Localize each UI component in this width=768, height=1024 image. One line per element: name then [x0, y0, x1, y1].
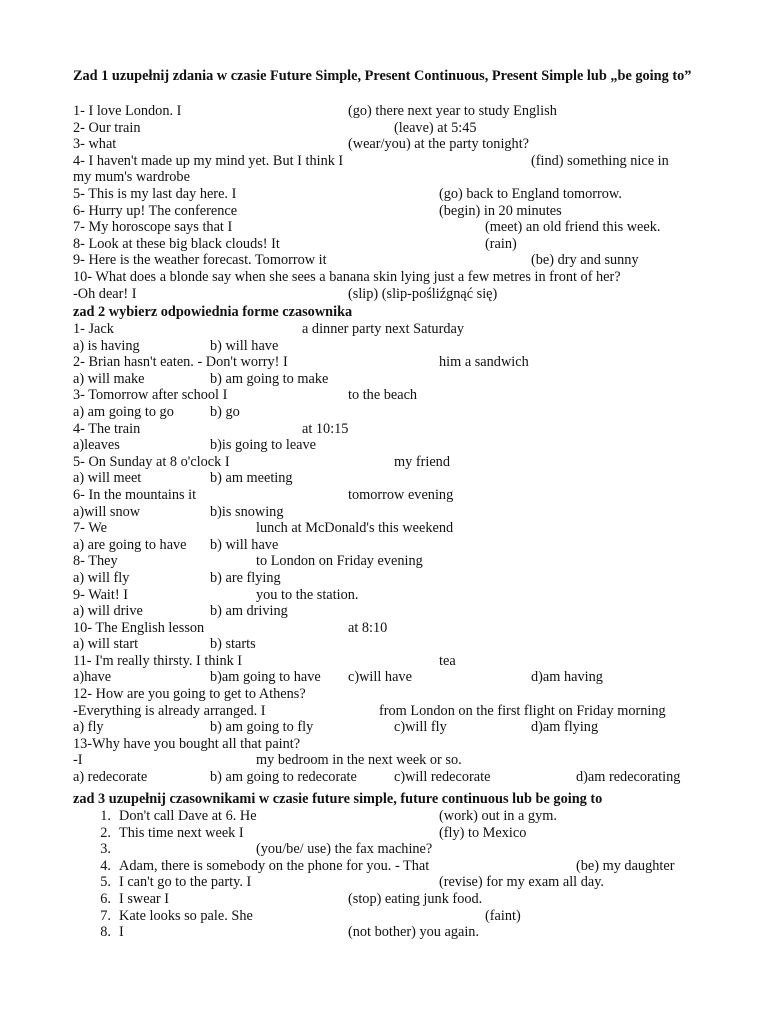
zad3-item-4: 4. Adam, there is somebody on the phone for you. - That (be) my daughter [100, 857, 675, 874]
zad3-item-8: 8. I (not bother) you again. [100, 924, 480, 941]
zad2-q1: 1- Jack a dinner party next Saturday [73, 321, 464, 337]
zad1-list [73, 103, 703, 302]
zad3-item-3: 3. (you/be/ use) the fax machine? [100, 841, 433, 858]
zad2-q13-answer: -I my bedroom in the next week or so. [73, 752, 462, 769]
zad2-q11: 11- I'm really thirsty. I think I tea [73, 652, 456, 669]
zad2-title: zad 2 wybierz odpowiednia forme czasownika [73, 304, 353, 320]
zad2-q2-options: a) will make b) am going to make [73, 370, 329, 387]
zad2-q10: 10- The English lesson at 8:10 [73, 619, 388, 636]
zad3-item-1: 1. Don't call Dave at 6. He (work) out in a gym. [100, 808, 557, 824]
zad1-item-9: 9- Here is the weather forecast. Tomorrow it (be) dry and sunny [73, 252, 639, 269]
zad1-item-10: 10- What does a blonde say when she sees a banana skin lying just a few metres in front of her? [73, 268, 621, 285]
zad2-q9-options: a) will drive b) am driving [73, 603, 288, 620]
zad2-q1-options: a) is having b) will have [73, 337, 279, 354]
zad1-item-2: 2- Our train (leave) at 5:45 [73, 119, 477, 136]
zad3-item-5: 5. I can't go to the party. I (revise) for my exam all day. [100, 874, 605, 891]
zad2-q7-options: a) are going to have b) will have [73, 536, 279, 553]
zad1-item-10-answer: -Oh dear! I (slip) (slip-pośliźgnąć się) [73, 285, 498, 302]
zad2-q12: 12- How are you going to get to Athens? [73, 686, 306, 703]
zad2-q8-options: a) will fly b) are flying [73, 569, 281, 586]
zad3-item-7: 7. Kate looks so pale. She (faint) [100, 907, 521, 924]
zad2-q6-options: a)will snow b)is snowing [73, 503, 284, 520]
zad2-q13-options: a) redecorate b) am going to redecorate c)will redecorate d)am redecorating [73, 769, 681, 786]
zad1-item-5: 5- This is my last day here. I (go) back to England tomorrow. [73, 185, 622, 202]
zad2-q3-options: a) am going to go b) go [73, 403, 240, 420]
zad2-q12-options: a) fly b) am going to fly c)will fly d)am flying [73, 719, 599, 736]
zad2-list [73, 321, 703, 786]
zad1-item-8: 8- Look at these big black clouds! It (rain) [73, 235, 517, 252]
zad2-q8: 8- They to London on Friday evening [73, 553, 423, 570]
zad2-q12-answer: -Everything is already arranged. I from London on the first flight on Friday morning [73, 702, 666, 719]
zad3-item-6: 6. I swear I (stop) eating junk food. [100, 890, 483, 907]
zad2-q11-options: a)have b)am going to have c)will have d)am having [73, 669, 603, 686]
zad1-title: Zad 1 uzupełnij zdania w czasie Future Simple, Present Continuous, Present Simple lub „be going to” [73, 68, 692, 84]
zad1-item-7: 7- My horoscope says that I (meet) an old friend this week. [73, 219, 661, 236]
zad3-title: zad 3 uzupełnij czasownikami w czasie future simple, future continuous lub be going to [73, 791, 603, 807]
zad2-q6: 6- In the mountains it tomorrow evening [73, 486, 454, 503]
zad1-item-4: 4- I haven't made up my mind yet. But I think I (find) something nice in [73, 152, 669, 169]
zad2-q13: 13-Why have you bought all that paint? [73, 735, 301, 752]
zad2-q3: 3- Tomorrow after school I to the beach [73, 387, 418, 404]
zad2-q4-options: a)leaves b)is going to leave [73, 437, 317, 454]
zad1-item-1: 1- I love London. I (go) there next year to study English [73, 103, 557, 119]
zad2-q2: 2- Brian hasn't eaten. - Don't worry! I him a sandwich [73, 354, 529, 371]
zad2-q4: 4- The train at 10:15 [73, 420, 349, 437]
zad2-q5-options: a) will meet b) am meeting [73, 470, 293, 487]
zad3-item-2: 2. This time next week I (fly) to Mexico [100, 824, 527, 841]
zad2-q10-options: a) will start b) starts [73, 636, 256, 653]
zad1-item-6: 6- Hurry up! The conference (begin) in 20 minutes [73, 202, 562, 219]
zad2-q9: 9- Wait! I you to the station. [73, 586, 359, 603]
zad1-item-4-cont: my mum's wardrobe [73, 169, 190, 186]
zad2-q5: 5- On Sunday at 8 o'clock I my friend [73, 453, 450, 470]
zad3-list [73, 808, 703, 941]
zad1-item-3: 3- what (wear/you) at the party tonight? [73, 136, 530, 153]
zad2-q7: 7- We lunch at McDonald's this weekend [73, 520, 454, 537]
